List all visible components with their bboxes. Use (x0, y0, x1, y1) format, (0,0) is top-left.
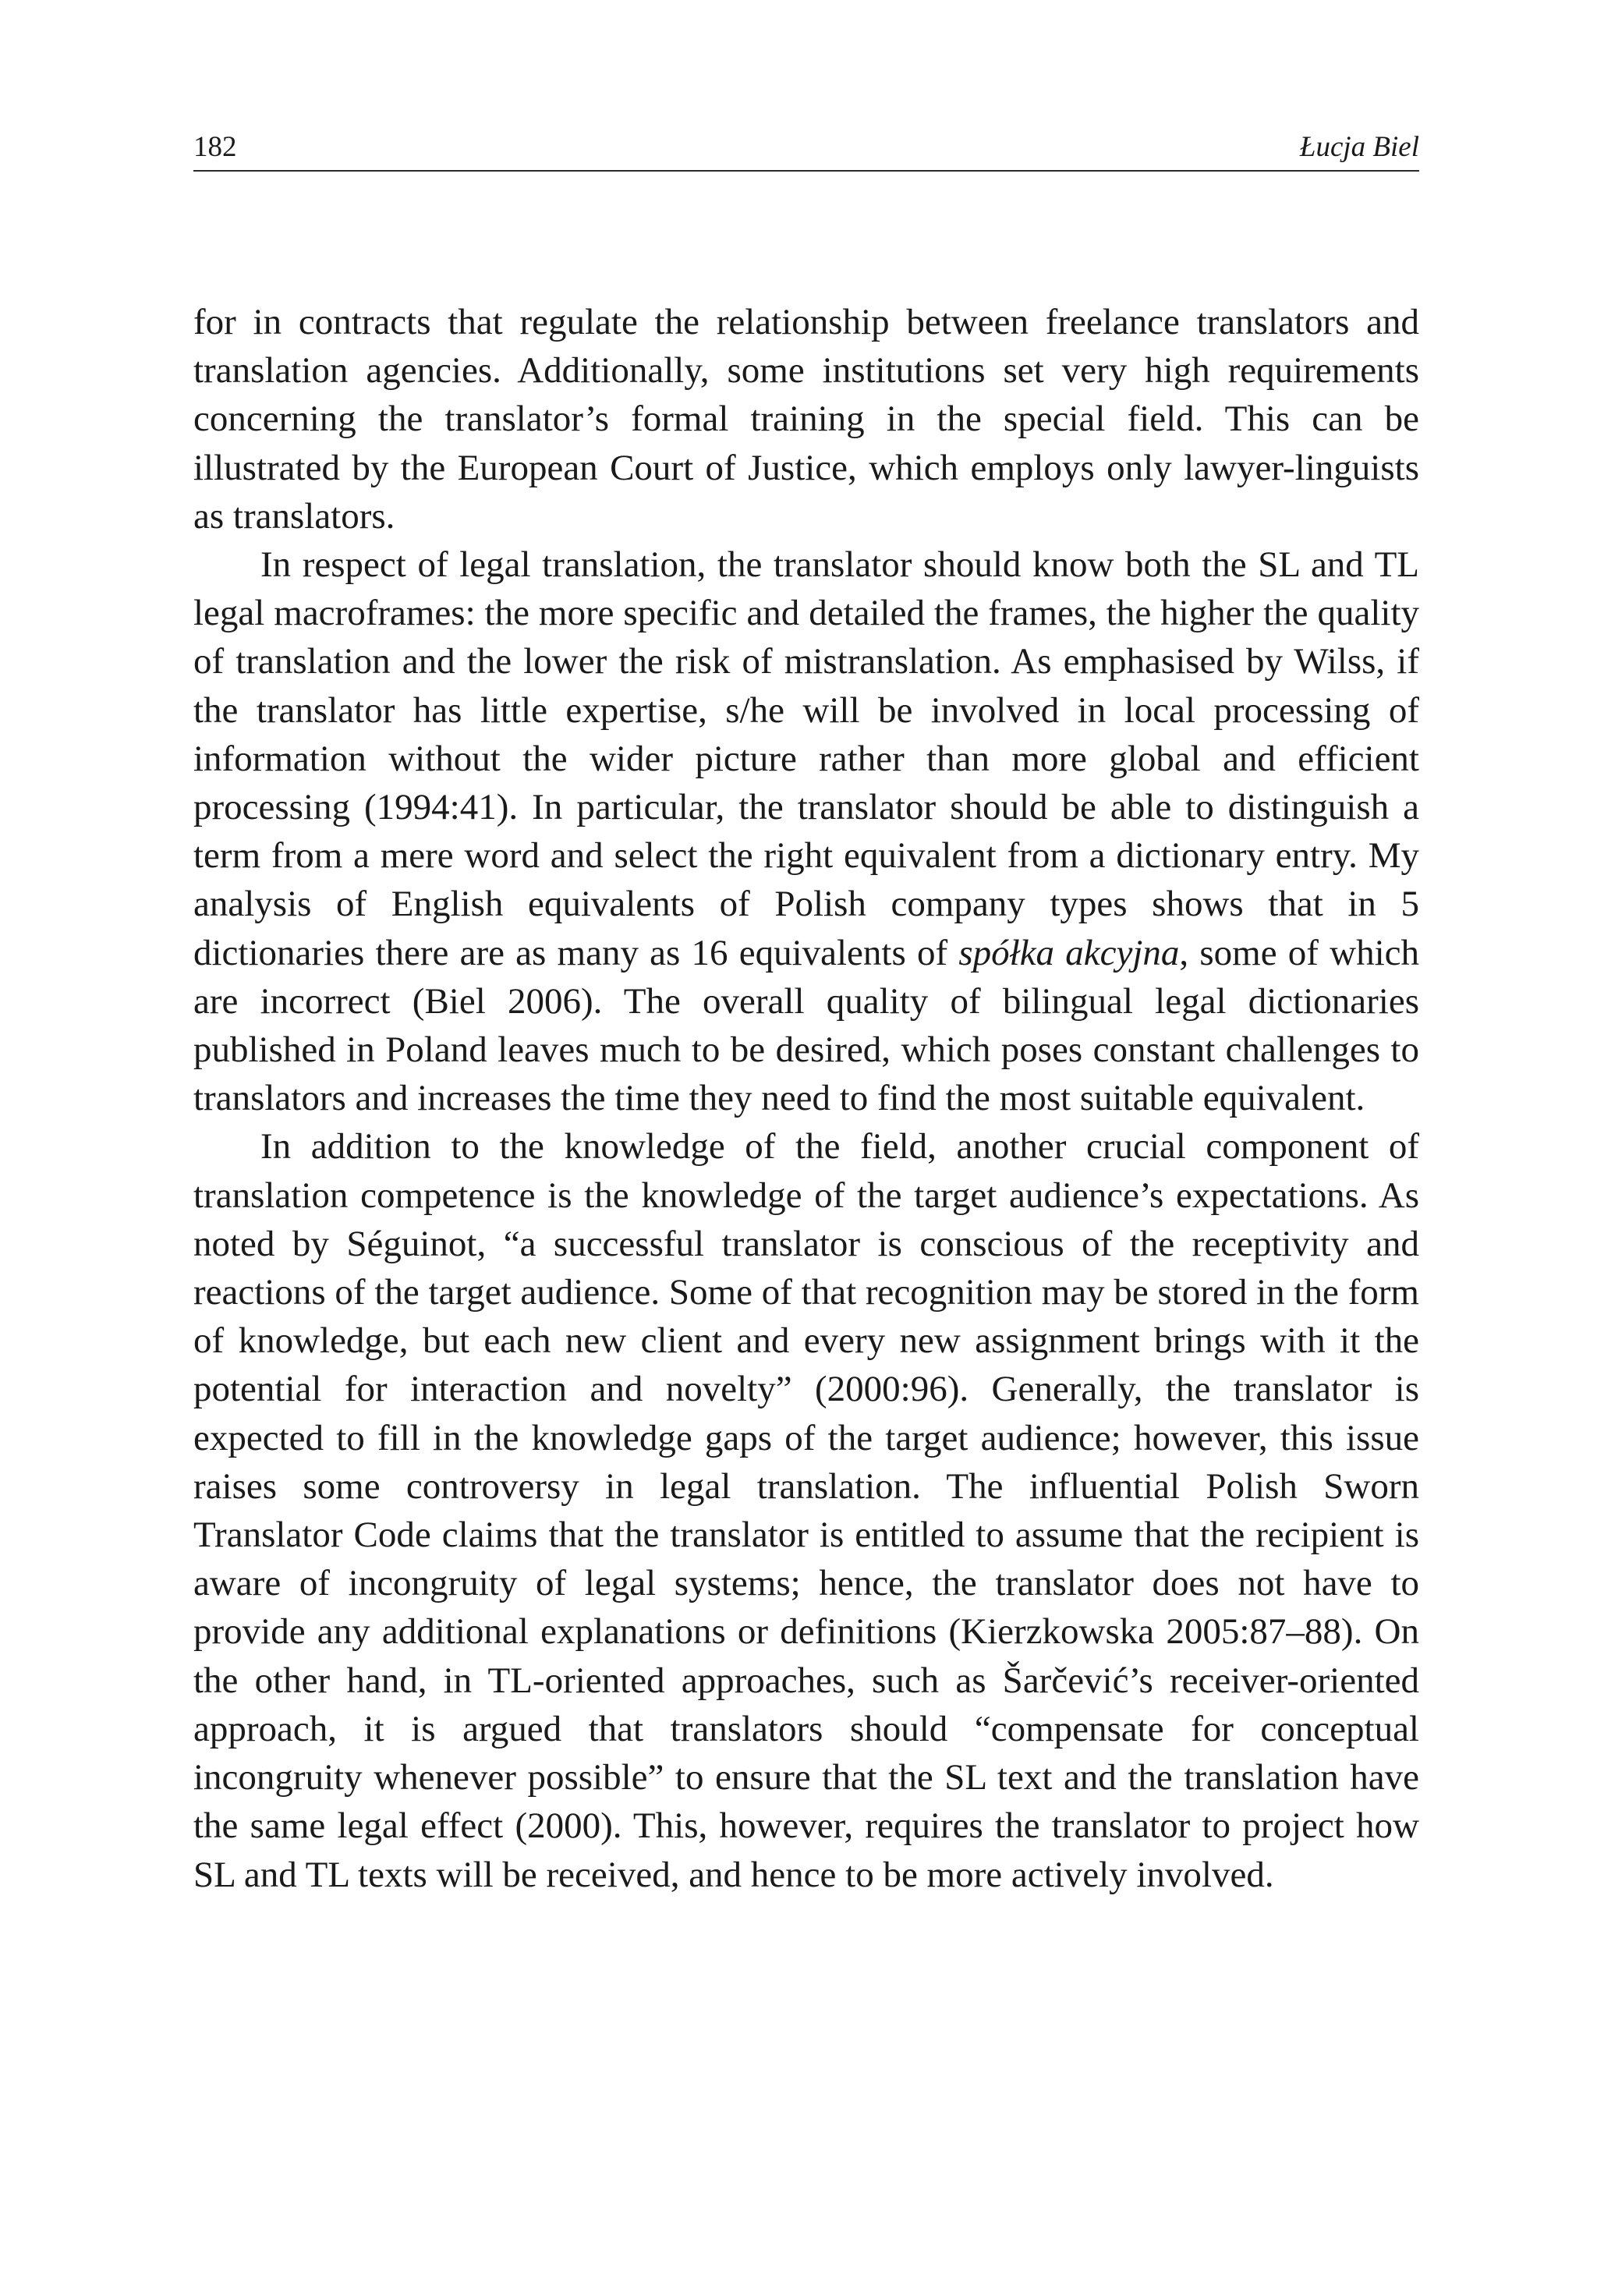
paragraph-1: for in contracts that regulate the relationship between freelance translators and translation agencies. Additionally, some institutions set very high requirements concerning the translator’s formal training in the special field. This can be illustrated by the European Court of Justice, which employs only lawyer-linguists as translators. (193, 302, 1419, 537)
paragraph-2-part-1: In respect of legal translation, the translator should know both the SL and TL legal macroframes: the more specific and detailed the frames, the higher the quality of translation and the lower the risk of mistranslation. As emphasised by Wilss, if the translator has little expertise, s/he will be involved in local processing of information without the wider picture rather than more global and efficient processing (1994:41). In particular, the translator should be able to distinguish a term from a mere word and select the right equivalent from a dictionary entry. My analysis of English equivalents of Polish company types shows that in 5 dictionaries there are as many as 16 equivalents of (193, 544, 1419, 973)
italic-term: spółka akcyjna (958, 932, 1180, 973)
page-number: 182 (193, 131, 237, 163)
paragraph-3: In addition to the knowledge of the field, another crucial component of translation competence is the knowledge of the target audience’s expectations. As noted by Séguinot, “a successful translator is conscious of the receptivity and reactions of the target audience. Some of that recognition may be stored in the form of knowledge, but each new client and every new assignment brings with it the potential for interaction and novelty” (2000:96). Generally, the translator is expected to fill in the knowledge gaps of the target audience; however, this issue raises some controversy in legal translation. The influential Polish Sworn Translator Code claims that the translator is entitled to assume that the recipient is aware of incongruity of legal systems; hence, the translator does not have to provide any additional explanations or definitions (Kierzkowska 2005:87–88). On the other hand, in TL-oriented approaches, such as Šarčević’s receiver-oriented approach, it is argued that translators should “compensate for conceptual incongruity whenever possible” to ensure that the SL text and the translation have the same legal effect (2000). This, however, requires the translator to project how SL and TL texts will be received, and hence to be more actively involved. (193, 1126, 1419, 1895)
paragraph-2 (193, 540, 1419, 1122)
paragraph-2-part-2: , some of which are incorrect (Biel 2006). The overall quality of bilingual legal dictionaries published in Poland leaves much to be desired, which poses constant challenges to translators and increases the time they need to find the most suitable equivalent. (193, 932, 1419, 1119)
page-header (193, 125, 1419, 172)
body-text (193, 298, 1419, 1899)
running-head-author: Łucja Biel (1299, 131, 1419, 163)
